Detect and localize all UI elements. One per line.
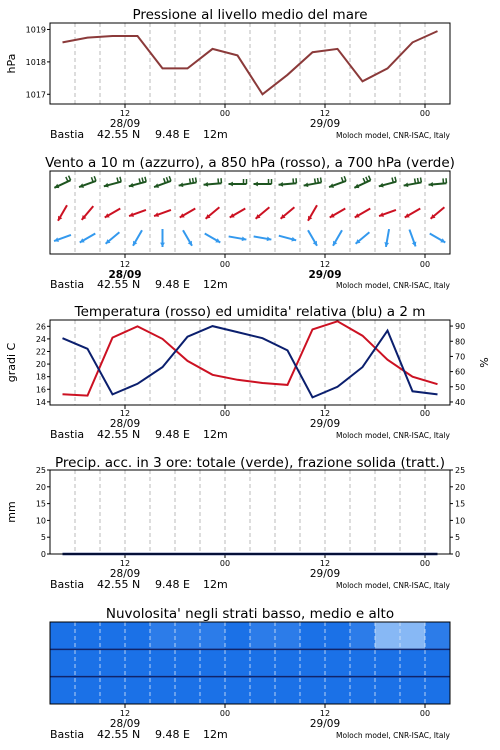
wind-arrow [254,179,272,186]
x-tick-label: 12 [119,709,131,718]
wind-arrow [58,205,67,221]
x-tick-label: 12 [119,409,131,418]
y-axis-label: hPa [5,53,18,74]
cloud-cell [150,677,176,705]
date-label: 28/09 [109,418,141,430]
y-tick-label: 18 [35,372,46,382]
x-tick-label: 00 [219,559,231,568]
cloud-cell [200,677,226,705]
cloud-cell [50,622,76,650]
wind-head [279,182,284,187]
wind-arrow [206,207,220,219]
wind-arrow [205,234,221,243]
y2-tick-label: 60 [455,367,466,377]
wind-barb [164,178,166,183]
chart-title: Precip. acc. in 3 ore: totale (verde), frazione solida (tratt.) [55,455,445,471]
cloud-cell [300,622,326,650]
wind-arrow [304,178,322,188]
wind-arrow [129,177,146,188]
wind-barb [344,176,346,181]
y-tick-label: 10 [35,516,46,526]
cloud-cell [275,649,301,677]
y2-tick-label: 50 [455,382,466,392]
cloud-cell [200,622,226,650]
wind-arrow [129,210,146,217]
x-tick-label: 12 [119,260,131,269]
wind-arrow [160,229,165,247]
y-tick-label: 25 [35,466,46,475]
x-tick-label: 12 [119,559,131,568]
cloud-cell [250,622,276,650]
wind-barb [94,176,96,181]
wind-barb [341,177,343,182]
cloud-cell [225,649,251,677]
wind-arrow [204,178,222,187]
location-lon: 9.48 E [155,278,190,291]
wind-barb [420,178,421,183]
wind-arrow [333,230,342,246]
cloud-cell [275,622,301,650]
wind-arrow [431,207,445,219]
wind-arrow [80,234,96,243]
cloud-cell [225,677,251,705]
cloud-cell [175,677,201,705]
y-tick-label: 0 [40,550,46,559]
y-tick-label: 5 [40,533,46,543]
wind-barb [363,178,365,183]
wind-barb [91,177,93,182]
wind-head [204,182,209,187]
location-name: Bastia [50,728,85,741]
cloud-cell [375,649,401,677]
plot-frame [50,23,450,104]
wind-arrow [279,236,296,242]
x-tick-label: 12 [319,260,331,269]
chart-title: Pressione al livello medio del mare [132,7,368,23]
wind-arrow [404,178,422,188]
y2-tick-label: 90 [455,322,466,332]
wind-arrow [180,209,196,218]
location-lat: 42.55 N [97,728,141,741]
model-credit: Moloch model, CNR-ISAC, Italy [336,131,450,140]
cloud-cell [50,677,76,705]
model-credit: Moloch model, CNR-ISAC, Italy [336,581,450,590]
wind-arrow [254,236,272,241]
x-tick-label: 12 [319,559,331,568]
wind-arrow [379,210,396,217]
wind-arrow [105,209,121,218]
date-label: 28/09 [109,118,141,130]
date-label: 29/09 [308,269,342,281]
wind-arrow [356,232,370,244]
cloud-cell [175,649,201,677]
wind-arrow [154,176,171,188]
chart-title: Vento a 10 m (azzurro), a 850 hPa (rosso), a 700 hPa (verde) [45,155,455,171]
wind-arrow [230,209,246,218]
cloud-cell [150,622,176,650]
wind-barb [190,179,191,184]
wind-arrow [256,207,270,219]
cloud-cell [75,622,101,650]
date-label: 29/09 [309,418,341,430]
cloud-cell [125,677,151,705]
location-lon: 9.48 E [155,428,190,441]
wind-arrow [430,234,446,243]
wind-arrow [279,178,297,187]
cloud-cell [425,649,451,677]
wind-arrow [409,230,416,247]
location-name: Bastia [50,428,85,441]
cloud-cell [75,649,101,677]
cloud-cell [175,622,201,650]
date-label: 28/09 [109,718,141,730]
wind-arrow [229,179,247,186]
y-tick-label: 24 [35,334,46,344]
y-tick-label: 20 [35,360,46,370]
cloud-cell [400,649,426,677]
date-label: 29/09 [309,718,341,730]
wind-arrow [308,205,317,221]
x-tick-label: 00 [419,260,431,269]
wind-arrow [154,210,171,217]
y2-tick-label: 25 [455,466,466,475]
x-tick-label: 00 [419,559,431,568]
cloud-cell [275,677,301,705]
wind-arrow [179,178,197,188]
wind-arrow [82,206,94,220]
location-lat: 42.55 N [97,128,141,141]
y2-tick-label: 80 [455,337,466,347]
y-tick-label: 15 [35,499,46,509]
wind-arrow [229,236,247,241]
wind-barb [415,179,416,184]
y-tick-label: 1017 [25,90,46,100]
x-tick-label: 12 [119,109,131,118]
y2-tick-label: 20 [455,482,466,492]
y2-tick-label: 10 [455,516,466,526]
wind-arrow [329,176,346,188]
cloud-cell [150,649,176,677]
wind-barb [318,178,319,183]
cloud-cell [325,649,351,677]
cloud-cell [75,677,101,705]
y-tick-label: 22 [35,347,46,357]
wind-barb [320,178,321,183]
wind-barb [69,176,71,181]
wind-arrow [405,209,421,218]
wind-arrow [106,232,120,244]
wind-head [254,182,258,187]
y-tick-label: 20 [35,482,46,492]
y-tick-label: 1019 [25,25,46,35]
cloud-cell [100,622,126,650]
wind-arrow [54,235,71,242]
location-lon: 9.48 E [155,128,190,141]
x-tick-label: 12 [319,709,331,718]
wind-head [160,243,165,247]
wind-barb [66,177,68,182]
date-label: 29/09 [309,568,341,580]
cloud-cell [350,622,376,650]
cloud-cell [400,677,426,705]
y-tick-label: 1018 [25,57,46,67]
wind-arrow [354,176,370,188]
wind-barb [169,176,171,181]
location-elevation: 12m [203,728,228,741]
date-label: 29/09 [309,118,341,130]
cloud-cell [250,649,276,677]
x-tick-label: 00 [419,109,431,118]
location-elevation: 12m [203,278,228,291]
date-label: 28/09 [108,269,142,281]
wind-barb [366,177,368,182]
wind-head [229,182,233,187]
y2-tick-label: 5 [455,533,461,543]
cloud-cell [300,677,326,705]
location-lat: 42.55 N [97,278,141,291]
y-tick-label: 26 [35,322,46,332]
cloud-cell [50,649,76,677]
location-name: Bastia [50,128,85,141]
x-tick-label: 00 [219,409,231,418]
y2-axis-label: % [478,357,491,368]
y2-tick-label: 15 [455,499,466,509]
chart-title: Temperatura (rosso) ed umidita' relativa (blu) a 2 m [74,304,426,320]
x-tick-label: 00 [419,409,431,418]
x-tick-label: 12 [319,109,331,118]
y-axis-label: gradi C [5,342,18,383]
model-credit: Moloch model, CNR-ISAC, Italy [336,731,450,740]
wind-barb [315,179,316,184]
wind-barb [193,178,194,183]
wind-arrow [133,230,142,246]
x-tick-label: 12 [319,409,331,418]
cloud-cell [400,622,426,650]
wind-arrow [308,230,317,246]
wind-arrow [183,230,192,246]
x-tick-label: 00 [219,260,231,269]
y2-tick-label: 40 [455,397,466,407]
wind-arrow [104,177,121,188]
wind-arrow [281,207,295,219]
location-lat: 42.55 N [97,428,141,441]
cloud-cell [100,649,126,677]
location-elevation: 12m [203,128,228,141]
wind-arrow [355,209,371,218]
location-elevation: 12m [203,578,228,591]
cloud-cell [125,649,151,677]
location-name: Bastia [50,278,85,291]
x-tick-label: 00 [219,709,231,718]
location-lat: 42.55 N [97,578,141,591]
wind-barb [166,177,168,182]
cloud-cell [300,649,326,677]
wind-arrow [330,209,346,218]
cloud-cell [225,622,251,650]
cloud-cell [100,677,126,705]
wind-barb [369,176,371,181]
wind-arrow [379,177,396,188]
cloud-cell [375,622,401,650]
cloud-cell [125,622,151,650]
location-elevation: 12m [203,428,228,441]
y-axis-label: mm [5,501,18,523]
cloud-cell [350,649,376,677]
cloud-cell [200,649,226,677]
x-tick-label: 00 [219,109,231,118]
wind-barb [195,178,196,183]
wind-head [429,182,434,187]
y-tick-label: 14 [35,397,46,407]
model-credit: Moloch model, CNR-ISAC, Italy [336,431,450,440]
chart-title: Nuvolosita' negli strati basso, medio e alto [105,606,395,622]
date-label: 28/09 [109,568,141,580]
cloud-cell [250,677,276,705]
y-tick-label: 16 [35,385,46,395]
x-tick-label: 00 [419,709,431,718]
cloud-cell [325,622,351,650]
wind-arrow [384,229,389,247]
y2-tick-label: 70 [455,352,466,362]
location-name: Bastia [50,578,85,591]
wind-arrow [79,176,96,188]
model-credit: Moloch model, CNR-ISAC, Italy [336,281,450,290]
location-lon: 9.48 E [155,578,190,591]
cloud-cell [325,677,351,705]
cloud-cell [425,622,451,650]
y2-tick-label: 0 [455,550,461,559]
cloud-cell [375,677,401,705]
cloud-cell [425,677,451,705]
wind-barb [418,178,419,183]
cloud-cell [350,677,376,705]
wind-arrow [54,176,70,188]
wind-arrow [429,178,447,187]
location-lon: 9.48 E [155,728,190,741]
